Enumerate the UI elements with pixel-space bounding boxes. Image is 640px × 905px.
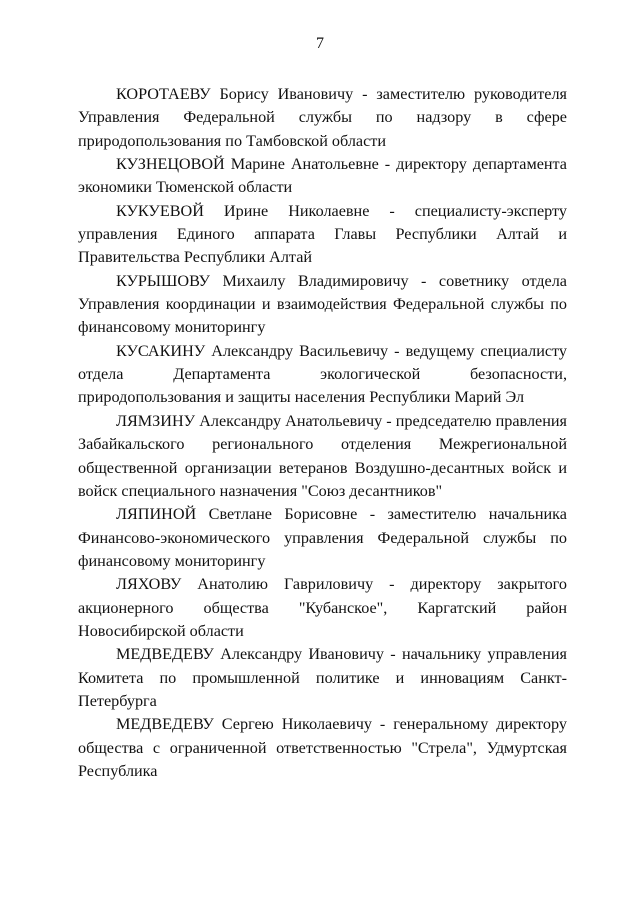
list-entry: ЛЯПИНОЙ Светлане Борисовне - заместителю начальника Финансово-экономического управления Федеральной службы по финансовому мониторингу bbox=[78, 505, 567, 570]
page-number: 7 bbox=[316, 35, 324, 52]
list-entry: ЛЯХОВУ Анатолию Гавриловичу - директору закрытого акционерного общества "Кубанское", Каргатский район Новосибирской области bbox=[78, 575, 567, 640]
award-list bbox=[78, 83, 567, 783]
list-entry: КОРОТАЕВУ Борису Ивановичу - заместителю руководителя Управления Федеральной службы по надзору в сфере природопользования по Тамбовской области bbox=[78, 85, 567, 150]
list-entry: ЛЯМЗИНУ Александру Анатольевичу - председателю правления Забайкальского регионального отделения Межрегиональной общественной организации ветеранов Воздушно-десантных войск и войск специального назначения "Союз десантников" bbox=[78, 411, 567, 500]
list-entry: МЕДВЕДЕВУ Сергею Николаевичу - генеральному директору общества с ограниченной ответственностью "Стрела", Удмуртская Республика bbox=[78, 715, 567, 780]
list-entry: МЕДВЕДЕВУ Александру Ивановичу - начальнику управления Комитета по промышленной политике и инновациям Санкт-Петербурга bbox=[78, 645, 567, 710]
list-entry: КУРЫШОВУ Михаилу Владимировичу - советнику отдела Управления координации и взаимодействия Федеральной службы по финансовому мониторингу bbox=[78, 271, 567, 337]
list-entry: КУКУЕВОЙ Ирине Николаевне - специалисту-эксперту управления Единого аппарата Главы Республики Алтай и Правительства Республики Алтай bbox=[78, 201, 567, 267]
list-entry: КУЗНЕЦОВОЙ Марине Анатольевне - директору департамента экономики Тюменской области bbox=[78, 155, 567, 197]
list-entry: КУСАКИНУ Александру Васильевичу - ведущему специалисту отдела Департамента экологической безопасности, природопользования и защиты населения Республики Марий Эл bbox=[78, 341, 567, 407]
